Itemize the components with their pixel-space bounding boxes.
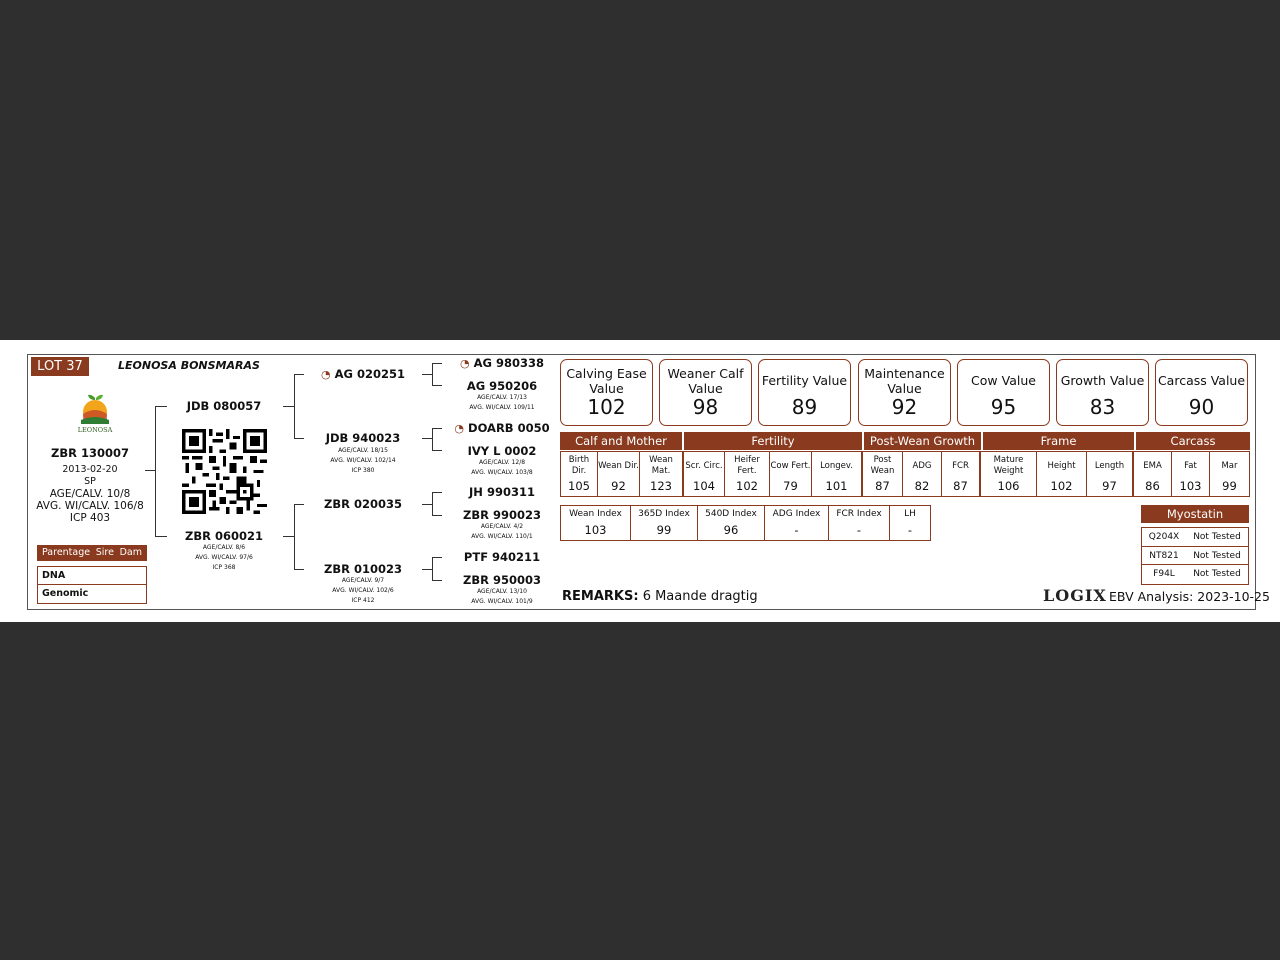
ebv-mar: Mar 99 <box>1221 460 1238 493</box>
pedigree-ddd-info: AGE/CALV. 13/10 AVG. WI/CALV. 101/9 <box>471 588 533 605</box>
index-adg: ADG Index - <box>765 506 829 540</box>
remarks-text: 6 Maande dragtig <box>642 589 758 604</box>
pedigree-line <box>422 569 432 570</box>
pedigree-line <box>432 450 442 451</box>
animal-avg-wi: AVG. WI/CALV. 106/8 <box>36 500 144 512</box>
pedigree-line <box>432 492 433 515</box>
value-box-carcass: Carcass Value 90 <box>1155 359 1248 426</box>
ebv-cow-fert: Cow Fert. 79 <box>770 452 812 496</box>
farm-name: LEONOSA BONSMARAS <box>118 359 260 372</box>
index-fcr: FCR Index - <box>829 506 890 540</box>
myostatin-row: NT821 Not Tested <box>1142 547 1248 566</box>
pedigree-dam-dam-info: AGE/CALV. 9/7 AVG. WI/CALV. 102/6 ICP 412 <box>332 577 394 604</box>
parentage-sire: Sire <box>95 547 114 558</box>
target-icon: ◔ <box>321 368 331 381</box>
animal-age-calv: AGE/CALV. 10/8 <box>49 488 131 500</box>
animal-dob: 2013-02-20 <box>62 464 118 475</box>
value-box-calving-ease: Calving Ease Value 102 <box>560 359 653 426</box>
parentage-header <box>37 545 147 561</box>
pedigree-line <box>145 470 155 471</box>
value-box-growth: Growth Value 83 <box>1056 359 1149 426</box>
pedigree-dam: ZBR 060021 <box>185 529 263 543</box>
pedigree-line <box>432 385 442 386</box>
pedigree-line <box>432 515 442 516</box>
parentage-table <box>37 566 147 604</box>
parentage-row-genomic: Genomic <box>42 588 89 599</box>
pedigree-ssd-info: AGE/CALV. 17/13 AVG. WI/CALV. 109/11 <box>469 394 535 411</box>
lot-badge: LOT 37 <box>31 357 89 376</box>
pedigree-line <box>422 374 432 375</box>
pedigree-line <box>432 557 433 580</box>
category-carcass: Carcass <box>1136 432 1250 450</box>
animal-id: ZBR 130007 <box>51 446 129 460</box>
pedigree-sire-dam-info: AGE/CALV. 18/15 AVG. WI/CALV. 102/14 ICP 380 <box>330 447 396 474</box>
pedigree-line <box>155 406 167 407</box>
pedigree-sire-dam: JDB 940023 <box>325 431 401 445</box>
target-icon: ◔ <box>460 357 470 370</box>
ebv-mature-weight: Mature Weight 106 <box>981 452 1037 496</box>
target-icon: ◔ <box>454 422 465 435</box>
value-box-fertility: Fertility Value 89 <box>758 359 851 426</box>
index-table <box>560 505 931 541</box>
myostatin-header: Myostatin <box>1141 505 1249 523</box>
pedigree-line <box>294 504 304 505</box>
logix-logo: LOGIX <box>1043 586 1107 605</box>
pedigree-sds: ◔ DOARB 0050 <box>454 421 550 435</box>
leonosa-logo-icon <box>72 392 118 438</box>
pedigree-line <box>294 504 295 569</box>
pedigree-line <box>283 406 294 407</box>
ebv-fcr: FCR 87 <box>942 452 981 496</box>
pedigree-line <box>294 569 304 570</box>
myostatin-row: Q204X Not Tested <box>1142 528 1248 547</box>
remarks <box>562 589 758 604</box>
pedigree-dam-info: AGE/CALV. 8/6 AVG. WI/CALV. 97/6 ICP 368 <box>195 544 253 571</box>
pedigree-line <box>294 374 304 375</box>
ebv-table <box>560 451 1250 497</box>
ebv-ema: EMA 86 <box>1134 452 1172 496</box>
index-365d: 365D Index 99 <box>631 506 698 540</box>
animal-type: SP <box>84 476 96 487</box>
pedigree-line <box>155 536 167 537</box>
pedigree-line <box>432 557 442 558</box>
pedigree-line <box>294 438 304 439</box>
ebv-analysis-date: EBV Analysis: 2023-10-25 <box>1109 589 1270 604</box>
pedigree-line <box>283 536 294 537</box>
category-calf-and-mother: Calf and Mother <box>560 432 682 450</box>
index-wean: Wean Index 103 <box>561 506 631 540</box>
pedigree-line <box>294 374 295 438</box>
parentage-dam: Dam <box>119 547 142 558</box>
ebv-scr-circ: Scr. Circ. 104 <box>684 452 725 496</box>
myostatin-row: F94L Not Tested <box>1153 569 1241 579</box>
value-box-weaner-calf: Weaner Calf Value 98 <box>659 359 752 426</box>
remarks-label: REMARKS: <box>562 589 639 604</box>
pedigree-line <box>432 428 433 450</box>
category-post-wean-growth: Post-Wean Growth <box>864 432 981 450</box>
ebv-longev: Longev. 101 <box>812 452 863 496</box>
pedigree-sire: JDB 080057 <box>186 399 262 413</box>
pedigree-line <box>422 438 432 439</box>
qr-code-icon <box>182 429 267 514</box>
index-lh: LH - <box>904 509 916 537</box>
ebv-fat: Fat 103 <box>1172 452 1210 496</box>
ebv-wean-dir: Wean Dir. 92 <box>598 452 640 496</box>
pedigree-line <box>432 492 442 493</box>
ebv-length: Length 97 <box>1087 452 1134 496</box>
parentage-label: Parentage <box>42 547 91 558</box>
category-fertility: Fertility <box>684 432 862 450</box>
pedigree-sdd-info: AGE/CALV. 12/8 AVG. WI/CALV. 103/8 <box>471 459 533 476</box>
svg-text:LEONOSA: LEONOSA <box>77 426 113 434</box>
value-box-maintenance: Maintenance Value 92 <box>858 359 951 426</box>
ebv-post-wean: Post Wean 87 <box>863 452 903 496</box>
category-frame: Frame <box>983 432 1134 450</box>
pedigree-ssd: AG 950206 <box>466 379 538 393</box>
pedigree-dsd: ZBR 990023 <box>463 508 541 522</box>
pedigree-line <box>432 363 433 385</box>
pedigree-line <box>422 504 432 505</box>
pedigree-dss: JH 990311 <box>469 485 535 499</box>
pedigree-line <box>432 580 442 581</box>
animal-icp: ICP 403 <box>69 512 111 524</box>
ebv-wean-mat: Wean Mat. 123 <box>640 452 684 496</box>
pedigree-dsd-info: AGE/CALV. 4/2 AVG. WI/CALV. 110/1 <box>471 523 533 540</box>
pedigree-line <box>432 363 442 364</box>
index-540d: 540D Index 96 <box>698 506 765 540</box>
ebv-height: Height 102 <box>1037 452 1087 496</box>
pedigree-dam-sire: ZBR 020035 <box>324 497 402 511</box>
myostatin-table <box>1141 527 1249 585</box>
animal-info <box>30 464 150 524</box>
pedigree-sss: ◔ AG 980338 <box>460 356 544 370</box>
pedigree-dam-dam: ZBR 010023 <box>324 562 402 576</box>
pedigree-sdd: IVY L 0002 <box>467 444 537 458</box>
ebv-birth-dir: Birth Dir. 105 <box>561 452 598 496</box>
pedigree-dds: PTF 940211 <box>463 550 541 564</box>
ebv-heifer-fert: Heifer Fert. 102 <box>725 452 770 496</box>
pedigree-line <box>155 406 156 536</box>
parentage-row-dna: DNA <box>38 567 146 585</box>
ebv-adg: ADG 82 <box>903 452 942 496</box>
pedigree-ddd: ZBR 950003 <box>463 573 541 587</box>
value-box-cow: Cow Value 95 <box>957 359 1050 426</box>
pedigree-line <box>432 428 442 429</box>
pedigree-sire-sire: ◔ AG 020251 <box>321 367 405 381</box>
